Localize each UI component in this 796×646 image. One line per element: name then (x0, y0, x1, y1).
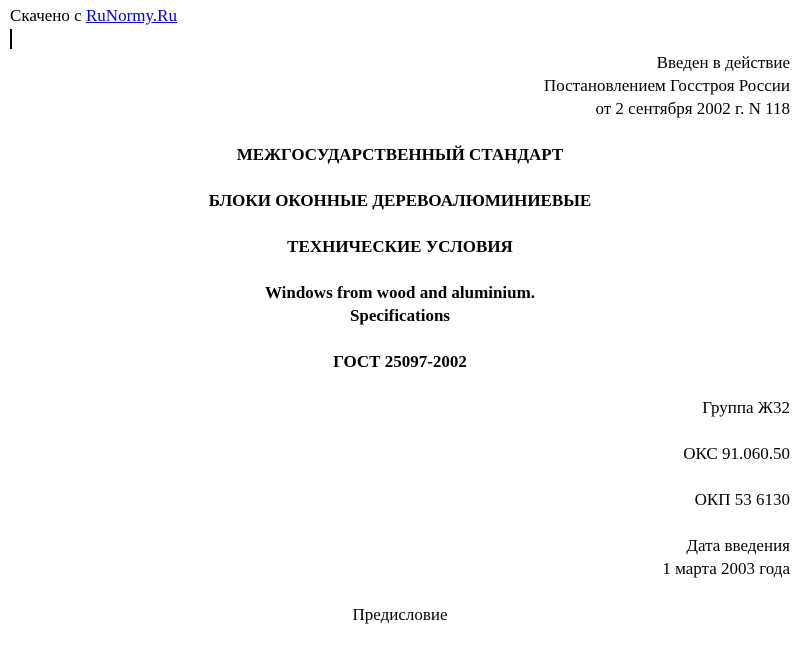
text-cursor (10, 29, 12, 49)
document-title: БЛОКИ ОКОННЫЕ ДЕРЕВОАЛЮМИНИЕВЫЕ (208, 191, 592, 210)
adoption-line-2: Постановлением Госстроя России (543, 76, 790, 95)
intro-date-block (662, 534, 790, 580)
standard-type-heading: МЕЖГОСУДАРСТВЕННЫЙ СТАНДАРТ (236, 145, 564, 164)
group-code (702, 396, 790, 419)
intro-date-label: Дата введения (686, 536, 790, 555)
adoption-line-3: от 2 сентября 2002 г. N 118 (595, 99, 790, 118)
document-subtitle: ТЕХНИЧЕСКИЕ УСЛОВИЯ (287, 237, 513, 256)
source-link[interactable]: RuNormy.Ru (85, 6, 177, 25)
gost-number: ГОСТ 25097-2002 (333, 352, 467, 371)
oks-code (683, 442, 790, 465)
oks-code-text: ОКС 91.060.50 (683, 444, 790, 463)
intro-date-value: 1 марта 2003 года (662, 559, 790, 578)
section-heading-preface: Предисловие (352, 605, 448, 624)
group-code-text: Группа Ж32 (702, 398, 790, 417)
source-prefix: Скачено с (10, 6, 86, 25)
adoption-block (544, 51, 790, 120)
english-title-line-1: Windows from wood and aluminium. (264, 283, 536, 302)
source-line (10, 5, 177, 27)
adoption-line-1: Введен в действие (656, 53, 790, 72)
english-title-line-2: Specifications (349, 306, 451, 325)
english-title-block (0, 281, 796, 327)
okp-code-text: ОКП 53 6130 (694, 490, 790, 509)
okp-code (695, 488, 790, 511)
